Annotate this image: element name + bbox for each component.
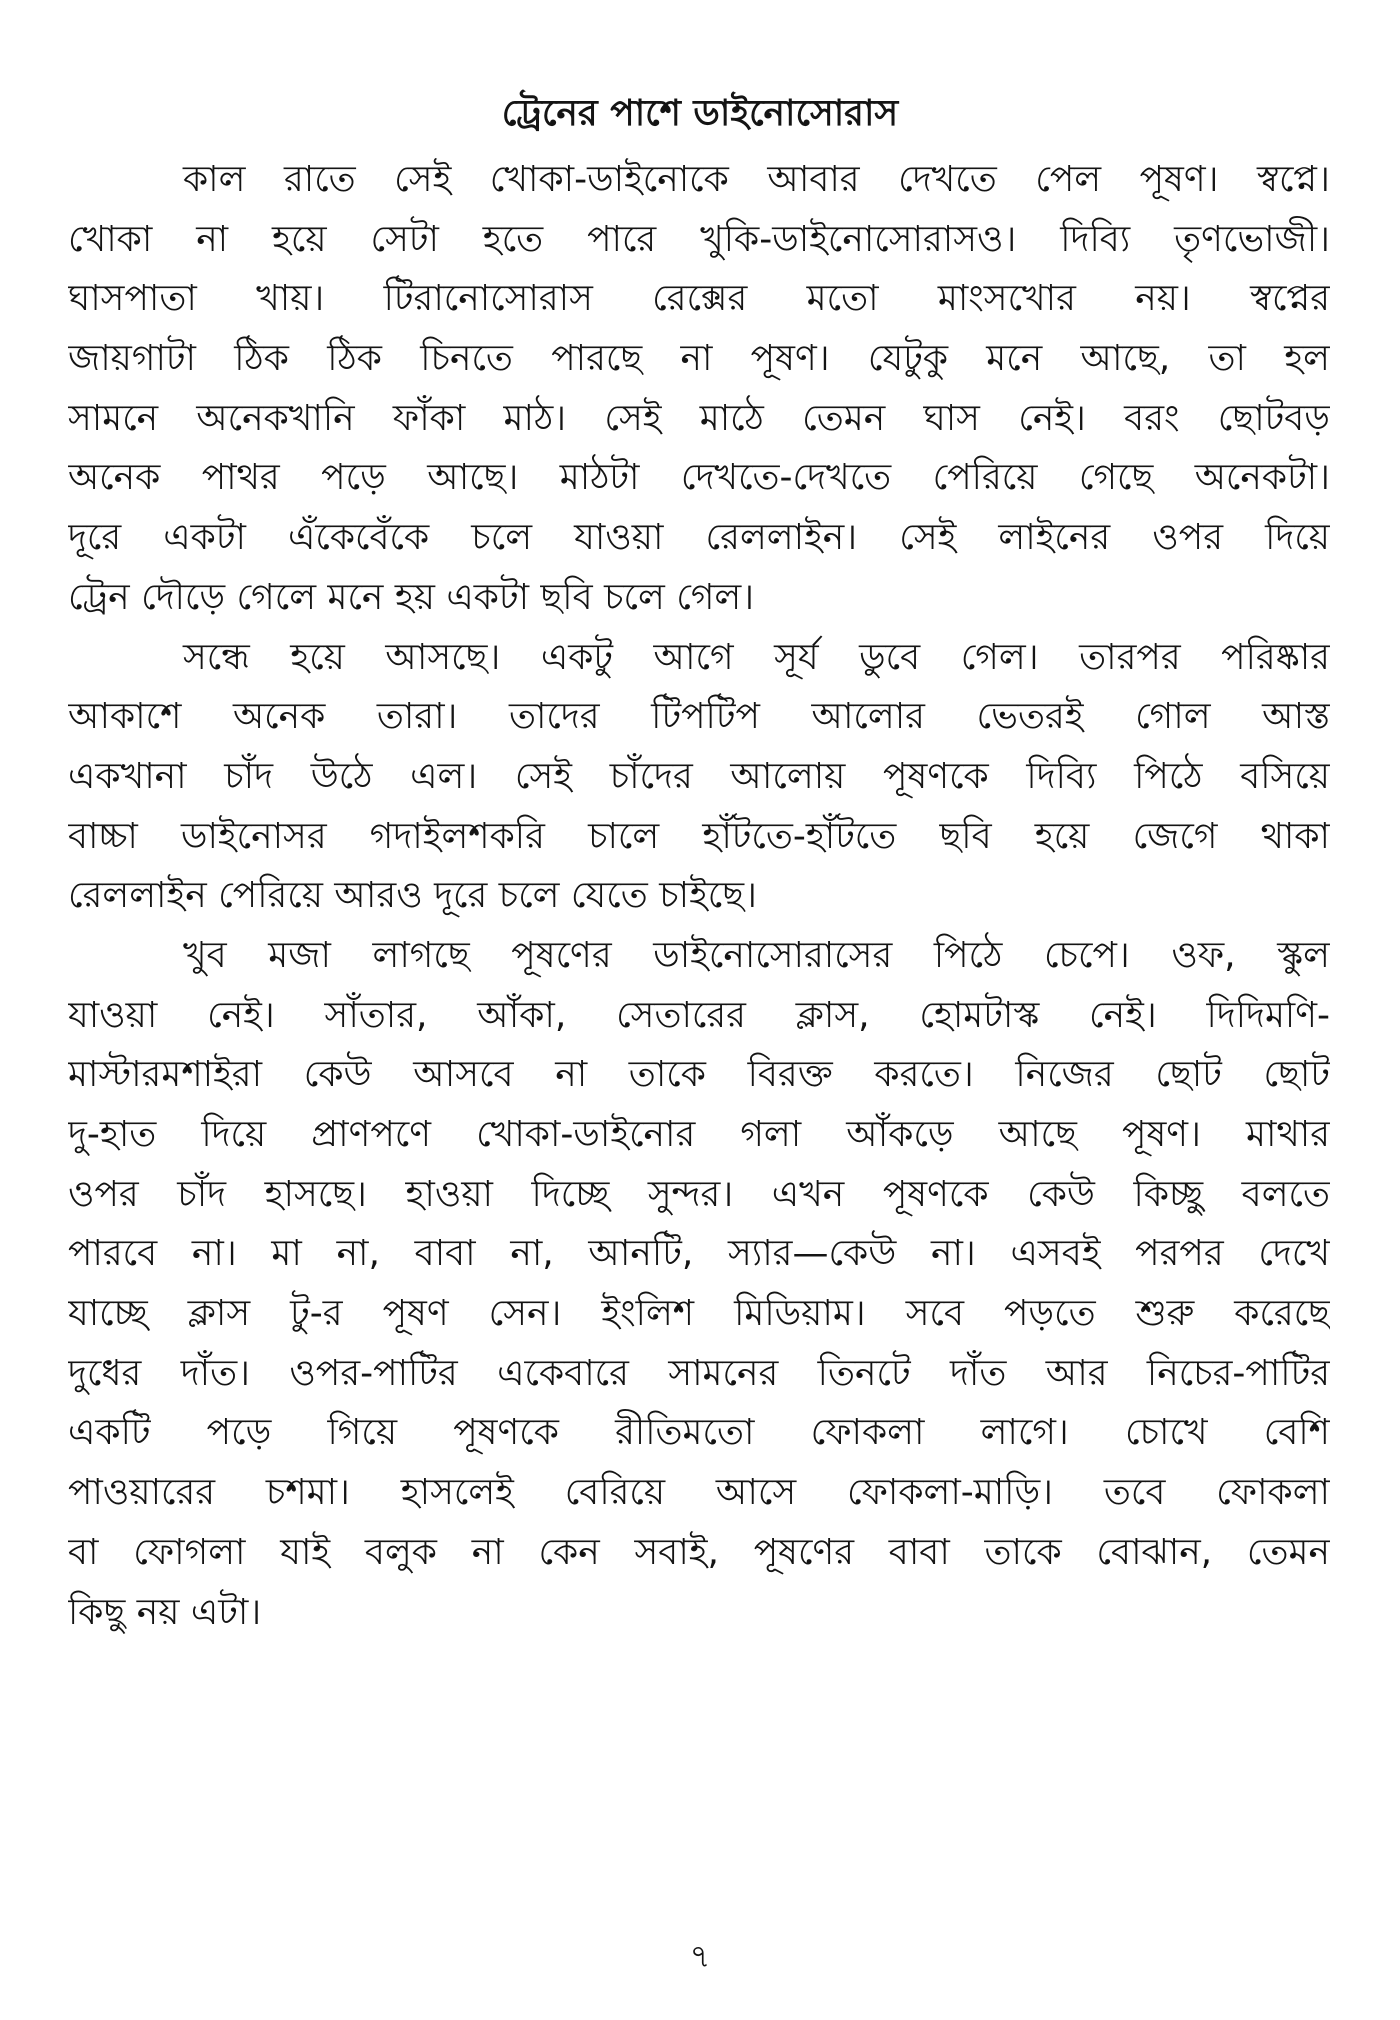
- text-line: পাওয়ারের চশমা। হাসলেই বেরিয়ে আসে ফোকলা-মাড়ি। তবে ফোকলা: [68, 1472, 1330, 1514]
- text-line: সামনে অনেকখানি ফাঁকা মাঠ। সেই মাঠে তেমন ঘাস নেই। বরং ছোটবড়: [68, 397, 1330, 439]
- text-line: ঘাসপাতা খায়। টিরানোসোরাস রেক্সের মতো মাংসখোর নয়। স্বপ্নের: [68, 278, 1330, 320]
- text-line: দূরে একটা এঁকেবেঁকে চলে যাওয়া রেললাইন। সেই লাইনের ওপর দিয়ে: [68, 517, 1330, 559]
- text-line: জায়গাটা ঠিক ঠিক চিনতে পারছে না পূষণ। যেটুকু মনে আছে, তা হল: [68, 338, 1330, 380]
- text-line: ওপর চাঁদ হাসছে। হাওয়া দিচ্ছে সুন্দর। এখন পূষণকে কেউ কিচ্ছু বলতে: [68, 1173, 1330, 1215]
- text-line: কাল রাতে সেই খোকা-ডাইনোকে আবার দেখতে পেল পূষণ। স্বপ্নে।: [183, 159, 1330, 200]
- text-line: কিছু নয় এটা।: [68, 1591, 262, 1633]
- text-line: মাস্টারমশাইরা কেউ আসবে না তাকে বিরক্ত করতে। নিজের ছোট ছোট: [68, 1054, 1330, 1096]
- text-line: যাওয়া নেই। সাঁতার, আঁকা, সেতারের ক্লাস, হোমটাস্ক নেই। দিদিমণি-: [68, 994, 1330, 1036]
- page-number: ৭: [689, 1937, 711, 1975]
- text-line: একখানা চাঁদ উঠে এল। সেই চাঁদের আলোয় পূষণকে দিব্যি পিঠে বসিয়ে: [68, 755, 1330, 797]
- text-line: যাচ্ছে ক্লাস টু-র পূষণ সেন। ইংলিশ মিডিয়াম। সবে পড়তে শুরু করেছে: [68, 1293, 1330, 1335]
- text-line: খুব মজা লাগছে পূষণের ডাইনোসোরাসের পিঠে চেপে। ওফ, স্কুল: [183, 934, 1330, 976]
- text-line: বা ফোগলা যাই বলুক না কেন সবাই, পূষণের বাবা তাকে বোঝান, তেমন: [68, 1531, 1330, 1573]
- text-line: ট্রেন দৌড়ে গেলে মনে হয় একটা ছবি চলে গেল।: [68, 576, 755, 618]
- text-line: আকাশে অনেক তারা। তাদের টিপটিপ আলোর ভেতরই গোল আস্ত: [68, 696, 1330, 738]
- text-line: সন্ধে হয়ে আসছে। একটু আগে সূর্য ডুবে গেল। তারপর পরিষ্কার: [183, 636, 1330, 678]
- text-line: অনেক পাথর পড়ে আছে। মাঠটা দেখতে-দেখতে পেরিয়ে গেছে অনেকটা।: [68, 457, 1330, 499]
- text-line: দু-হাত দিয়ে প্রাণপণে খোকা-ডাইনোর গলা আঁকড়ে আছে পূষণ। মাথার: [68, 1114, 1330, 1155]
- text-line: দুধের দাঁত। ওপর-পাটির একেবারে সামনের তিনটে দাঁত আর নিচের-পাটির: [68, 1352, 1330, 1394]
- page-title: ট্রেনের পাশে ডাইনোসোরাস: [501, 93, 899, 134]
- text-line: খোকা না হয়ে সেটা হতে পারে খুকি-ডাইনোসোরাসও। দিব্যি তৃণভোজী।: [68, 218, 1330, 260]
- text-line: পারবে না। মা না, বাবা না, আনটি, স্যার—কেউ না। এসবই পরপর দেখে: [68, 1233, 1330, 1275]
- text-line: বাচ্চা ডাইনোসর গদাইলশকরি চালে হাঁটতে-হাঁটতে ছবি হয়ে জেগে থাকা: [68, 815, 1330, 857]
- text-line: রেললাইন পেরিয়ে আরও দূরে চলে যেতে চাইছে।: [68, 875, 757, 917]
- story-body: [68, 150, 1330, 1642]
- text-line: একটি পড়ে গিয়ে পূষণকে রীতিমতো ফোকলা লাগে। চোখে বেশি: [68, 1412, 1330, 1454]
